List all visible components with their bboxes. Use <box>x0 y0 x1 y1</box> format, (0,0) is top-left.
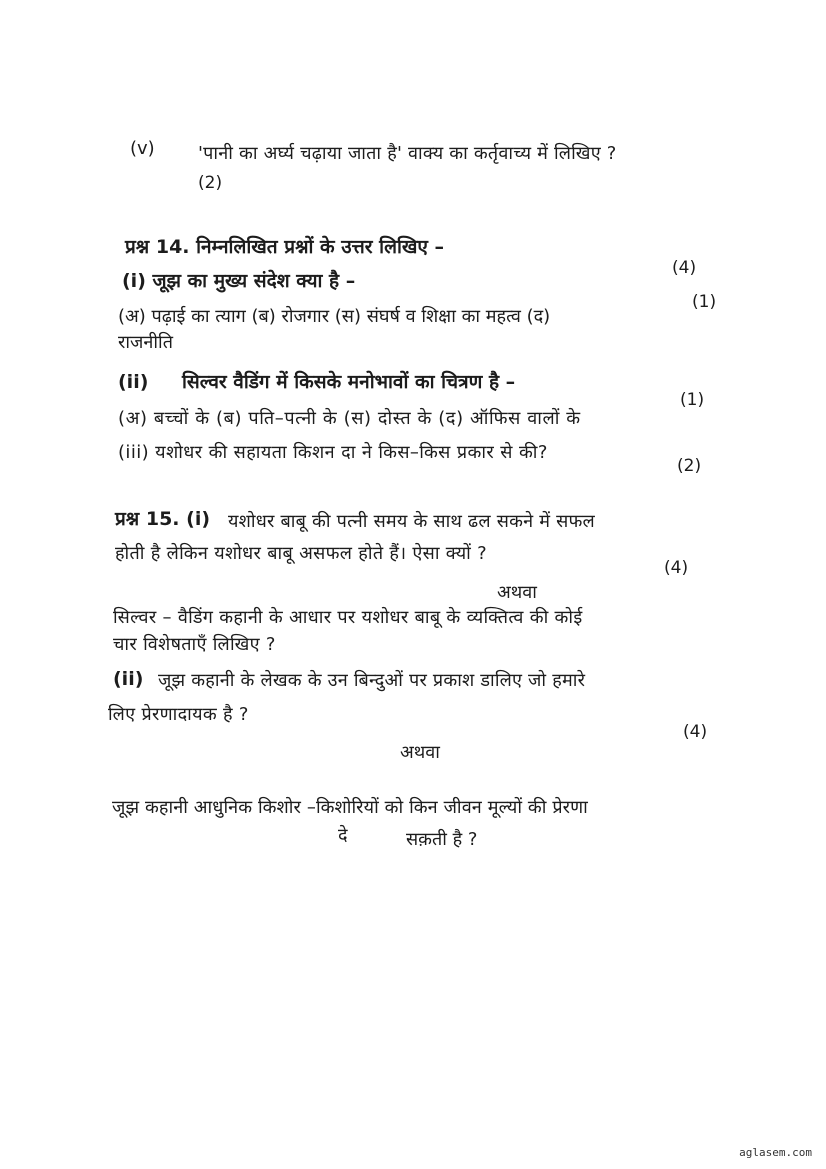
footer-watermark: aglasem.com <box>739 1146 812 1159</box>
q14-iii-question: (iii) यशोधर की सहायता किशन दा ने किस–किस प्रकार से की? <box>118 442 548 463</box>
q15-ii-label: (ii) <box>113 668 144 690</box>
q14-marks: (4) <box>672 258 697 278</box>
q15-or2: अथवा <box>400 742 440 763</box>
q15-i-marks: (4) <box>664 558 689 578</box>
q15-or2-line1: जूझ कहानी आधुनिक किशोर –किशोरियों को किन जीवन मूल्यों की प्रेरणा <box>112 797 588 818</box>
q13-v-label: (v) <box>130 138 155 159</box>
q15-or1: अथवा <box>497 582 537 603</box>
q14-i-question: (i) जूझ का मुख्य संदेश क्या है – <box>122 270 356 292</box>
q14-i-marks: (1) <box>692 292 717 312</box>
q14-i-options-line1: (अ) पढ़ाई का त्याग (ब) रोजगार (स) संघर्ष व शिक्षा का महत्व (द) <box>118 306 551 327</box>
q15-or1-line2: चार विशेषताएँ लिखिए ? <box>113 634 276 655</box>
q14-i-options-line2: राजनीति <box>118 332 173 353</box>
q15-i-line2: होती है लेकिन यशोधर बाबू असफल होते हैं। ऐसा क्यों ? <box>115 543 488 564</box>
q15-i-line1: यशोधर बाबू की पत्नी समय के साथ ढल सकने में सफल <box>228 511 595 532</box>
q15-heading: प्रश्न 15. (i) <box>115 508 211 530</box>
q15-or2-line2b: सक़ती है ? <box>406 829 478 850</box>
q13-v-text: 'पानी का अर्घ्य चढ़ाया जाता है' वाक्य का कर्तृवाच्य में लिखिए ? <box>198 143 617 164</box>
q15-or2-line2a: दे <box>338 825 348 846</box>
q14-ii-label: (ii) <box>118 371 149 393</box>
q13-v-marks: (2) <box>198 173 223 193</box>
q15-ii-line1: जूझ कहानी के लेखक के उन बिन्दुओं पर प्रकाश डालिए जो हमारे <box>158 670 586 691</box>
q14-ii-question: सिल्वर वैडिंग में किसके मनोभावों का चित्रण है – <box>182 371 516 393</box>
q15-ii-line2: लिए प्रेरणादायक है ? <box>108 704 249 725</box>
q14-ii-options: (अ) बच्चों के (ब) पति–पत्नी के (स) दोस्त के (द) ऑफिस वालों के <box>118 408 581 429</box>
q14-iii-marks: (2) <box>677 456 702 476</box>
q15-or1-line1: सिल्वर – वैडिंग कहानी के आधार पर यशोधर बाबू के व्यक्तित्व की कोई <box>113 607 583 628</box>
q14-heading: प्रश्न 14. निम्नलिखित प्रश्नों के उत्तर लिखिए – <box>125 236 445 258</box>
q15-ii-marks: (4) <box>683 722 708 742</box>
q14-ii-marks: (1) <box>680 390 705 410</box>
